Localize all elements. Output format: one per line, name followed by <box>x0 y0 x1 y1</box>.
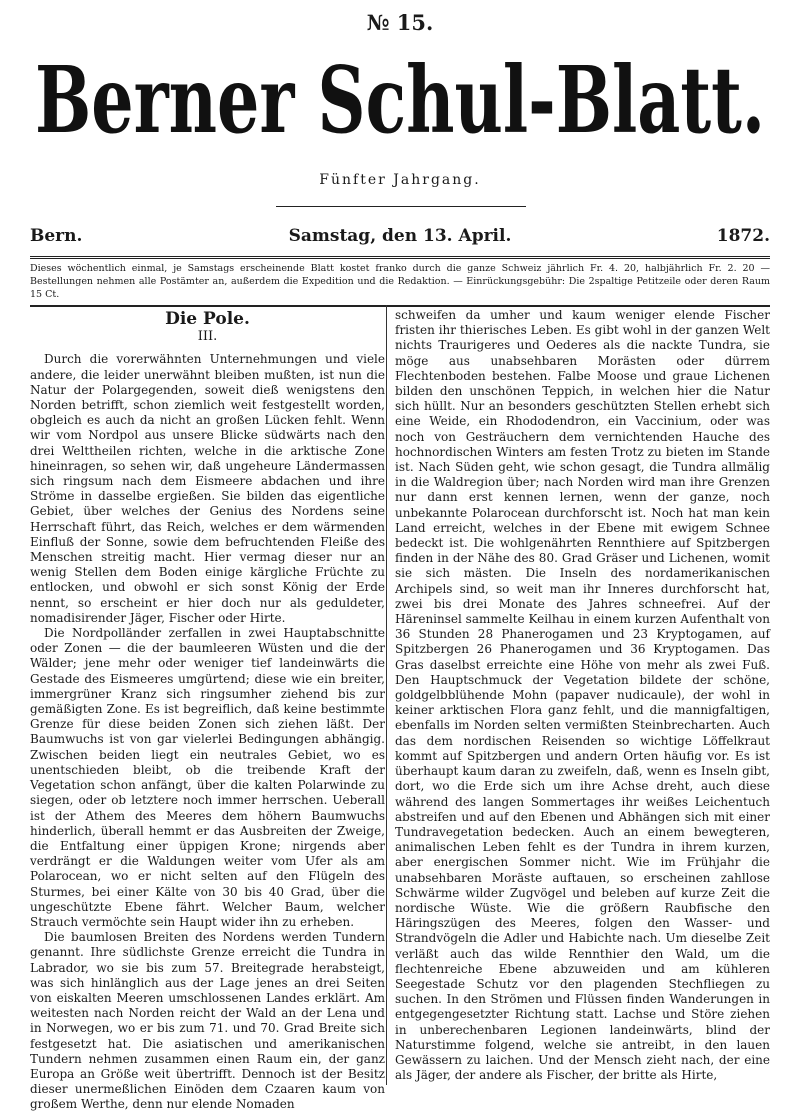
publication-date: Samstag, den 13. April. <box>288 226 512 246</box>
paragraph: Die baumlosen Breiten des Nordens werden Tundern genannt. Ihre südlichste Grenze erreicht die Tundra in Labrador, wo sie bis zum 57. Breitegrade herabsteigt, was sich hinlänglich aus der Lage jenes an drei Seiten von eiskalten Meeren umschlossenen Landes erklärt. Am weitesten nach Norden reicht der Wald an der Lena und in Norwegen, wo er bis zum 71. und 70. Grad Breite sich festgesetzt hat. Die asiatischen und amerikanischen Tundern nehmen zusammen einen Raum ein, der ganz Europa an Größe weit übertrifft. Dennoch ist der Besitz dieser unermeßlichen Einöden dem Czaaren kaum von großem Werthe, denn nur elende Nomaden <box>30 930 385 1112</box>
left-column <box>30 308 385 1113</box>
masthead-logo <box>0 34 800 154</box>
column-divider <box>386 305 387 1085</box>
paragraph: schweifen da umher und kaum weniger elende Fischer fristen ihr thierisches Leben. Es gibt wohl in der ganzen Welt nichts Traurigeres und Oederes als die nackte Tundra, sie möge aus unabsehbaren Morästen oder dürrem Flechtenboden bestehen. Falbe Moose und graue Lichenen bilden den unschönen Teppich, in welchen hier die Natur sich hüllt. Nur an besonders geschützten Stellen erhebt sich eine Weide, ein Rhododendron, ein Vaccinium, oder was noch von Gesträuchern dem vernichtenden Hauche des hochnordischen Winters am festen Trotz zu bieten im Stande ist. Nach Süden geht, wie schon gesagt, die Tundra allmälig in die Waldregion über; nach Norden wird man ihre Grenzen nur dann erst kennen lernen, wenn der ganze, noch unbekannte Polarocean durchforscht ist. Noch hat man kein Land erreicht, welches in der Ebene mit ewigem Schnee bedeckt ist. Die wohlgenährten Rennthiere auf Spitzbergen finden in der Nähe des 80. Grad Gräser und Lichenen, womit sie sich mästen. Die Inseln des nordamerikanischen Archipels sind, so weit man ihr Inneres durchforscht hat, zwei bis drei Monate des Jahres schneefrei. Auf der Häreninsel sammelte Keilhau in einem kurzen Aufenthalt von 36 Stunden 28 Phanerogamen und 23 Kryptogamen, auf Spitzbergen 26 Phanerogamen und 36 Kryptogamen. Das Gras daselbst erreichte eine Höhe von mehr als zwei Fuß. Den Hauptschmuck der Vegetation bildete der schöne, goldgelbblühende Mohn (papaver nudicaule), der wohl in keiner arktischen Flora ganz fehlt, und die mannigfaltigen, ebenfalls im Norden selten vermißten Steinbrecharten. Auch das dem nordischen Reisenden so wichtige Löffelkraut kommt auf Spitzbergen und andern Orten häufig vor. Es ist überhaupt kaum daran zu zweifeln, daß, wenn es Inseln gibt, dort, wo die Erde sich um ihre Achse dreht, auch diese während des langen Sommertages ihr weißes Leichentuch abstreifen und auf den Ebenen und Abhängen sich mit einer Tundravegetation bedecken. Auch an einem bewegteren, animalischen Leben fehlt es der Tundra in ihrem kurzen, aber energischen Sommer nicht. Wie im Frühjahr die unabsehbaren Moräste auftauen, so erscheinen zahllose Schwärme wilder Zugvögel und beleben auf kurze Zeit die nordische Wüste. Wie die größern Raubfische den Häringszügen des Meeres, folgen den Wasser- und Strandvögeln die Adler und Habichte nach. Um dieselbe Zeit verläßt auch das wilde Rennthier den Wald, um die flechtenreiche Ebene abzuweiden und am kühleren Seegestade Schutz vor den plagenden Stechfliegen zu suchen. In den Strömen und Flüssen finden Wanderungen in entgegengesetzter Richtung statt. Lachse und Störe ziehen in unberechenbaren Legionen landeinwärts, blind der Naturstimme folgend, welche sie antreibt, in den lauen Gewässern zu laichen. Und der Mensch zieht nach, der eine als Jäger, der andere als Fischer, der britte als Hirte, <box>395 308 770 1083</box>
volume-subtitle: Fünfter Jahrgang. <box>319 172 481 188</box>
divider <box>276 206 526 207</box>
article-title: Die Pole. <box>165 309 250 329</box>
publication-year: 1872. <box>716 226 770 246</box>
paragraph: Durch die vorerwähnten Unternehmungen und viele andere, die leider unerwähnt bleiben mußten, ist nun die Natur der Polargegenden, soweit dieß wenigstens den Norden betrifft, schon ziemlich weit festgestellt worden, obgleich es auch da nicht an großen Lücken fehlt. Wenn wir vom Nordpol aus unsere Blicke südwärts nach den drei Welttheilen richten, welche in die arktische Zone hineinragen, so sehen wir, daß ungeheure Ländermassen sich ringsum nach dem Eismeere abdachen und ihre Ströme in dasselbe ergießen. Sie bilden das eigentliche Gebiet, über welches der Genius des Nordens seine Herrschaft führt, das Reich, welches er dem wärmenden Einfluß der Sonne, sowie dem befruchtenden Fleiße des Menschen streitig macht. Hier vermag dieser nur an wenig Stellen dem Boden einige kärgliche Früchte zu entlocken, und obwohl er sich sonst König der Erde nennt, so erscheint er hier doch nur als geduldeter, nomadisirender Jäger, Fischer oder Hirte. <box>30 352 385 625</box>
right-column <box>395 308 770 1083</box>
subscription-notice: Dieses wöchentlich einmal, je Samstags erscheinende Blatt kostet franko durch die ganze Schweiz jährlich Fr. 4. 20, halbjährlich Fr. 2. 20 — Bestellungen nehmen alle Postämter an, außerdem die Expedition und die Redaktion. — Einrückungsgebühr: Die 2spaltige Petitzeile oder deren Raum 15 Ct. <box>30 262 770 307</box>
article-section-number: III. <box>197 329 218 345</box>
dateline <box>30 222 770 259</box>
issue-number: № 15. <box>366 10 434 35</box>
masthead-title: Berner Schul-Blatt. <box>35 46 765 154</box>
place-of-publication: Bern. <box>30 226 83 246</box>
paragraph: Die Nordpolländer zerfallen in zwei Hauptabschnitte oder Zonen — die der baumleeren Wüsten und die der Wälder; jene mehr oder weniger tief landeinwärts die Gestade des Eismeeres umgürtend; diese wie ein breiter, immergrüner Kranz sich ringsumher ziehend bis zur gemäßigten Zone. Es ist begreiflich, daß keine bestimmte Grenze für diese beiden Zonen sich ziehen läßt. Der Baumwuchs ist von gar vielerlei Bedingungen abhängig. Zwischen beiden liegt ein neutrales Gebiet, wo es unentschieden bleibt, ob die treibende Kraft der Vegetation schon anfängt, über die kalten Polarwinde zu siegen, oder ob letztere noch immer herrschen. Ueberall ist der Athem des Meeres dem höhern Baumwuchs hinderlich, überall hemmt er das Ausbreiten der Zweige, die Entfaltung einer üppigen Krone; nirgends aber verdrängt er die Waldungen weiter vom Ufer als am Polarocean, wo er nicht selten auf den Flügeln des Sturmes, bei einer Kälte von 30 bis 40 Grad, über die ungeschützte Ebene fährt. Welcher Baum, welcher Strauch vermöchte sein Haupt wider ihn zu erheben. <box>30 626 385 929</box>
